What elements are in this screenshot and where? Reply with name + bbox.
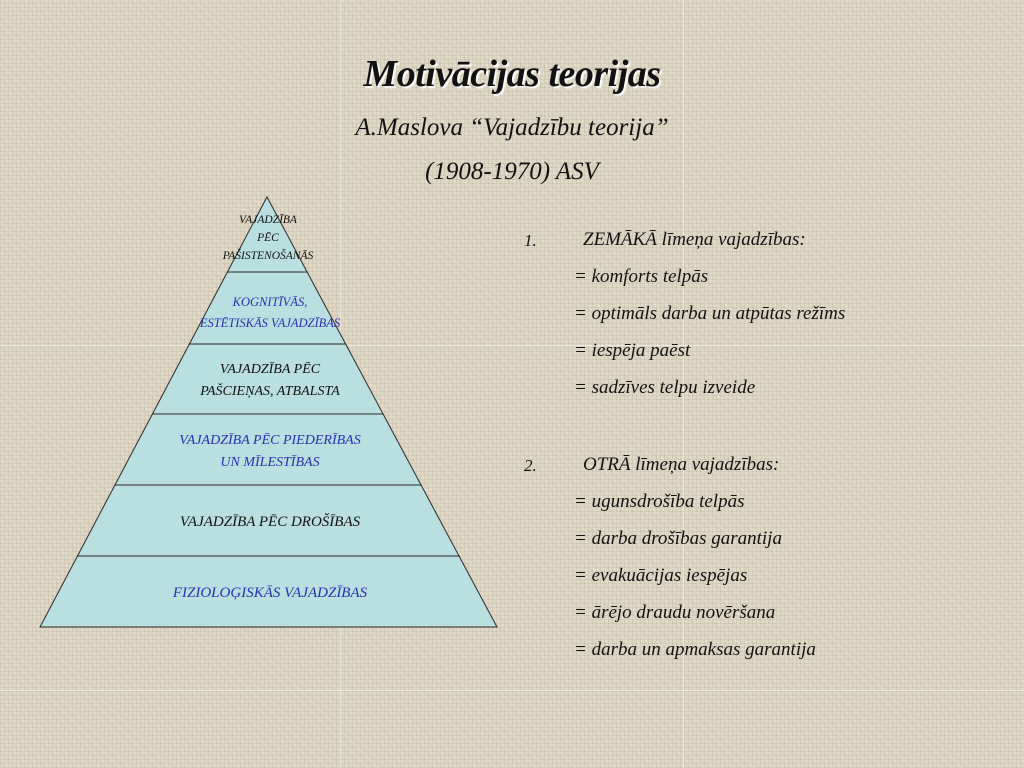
pyramid-label-line: VAJADZĪBA PĒC [219, 362, 321, 377]
pyramid-label-line: VAJADZĪBA [239, 214, 297, 226]
list-item: = komforts telpās [574, 266, 709, 287]
pyramid-label-line: PAŠCIEŅAS, ATBALSTA [200, 383, 340, 399]
list-item: = optimāls darba un atpūtas režīms [574, 303, 846, 324]
pyramid-label-line: KOGNITĪVĀS, [232, 295, 308, 309]
list-item: = ugunsdrošība telpās [574, 491, 745, 512]
pyramid-level-6-label [120, 583, 420, 605]
list-item: = ārējo draudu novēršana [574, 602, 776, 623]
list-item: = evakuācijas iespējas [574, 565, 748, 586]
slide-title: Motivācijas teorijas [363, 53, 661, 95]
list-heading: OTRĀ līmeņa vajadzības: [583, 454, 780, 475]
pyramid-level-5-label [140, 512, 400, 534]
list-item: = darba un apmaksas garantija [574, 639, 816, 660]
slide-years: (1908-1970) ASV [425, 158, 599, 185]
pyramid-level-2-label [195, 292, 345, 333]
pyramid-label-line: UN MĪLESTĪBAS [220, 454, 320, 470]
pyramid-label-line: VAJADZĪBA PĒC PIEDERĪBAS [179, 433, 361, 448]
list-number: 2. [524, 456, 537, 475]
list-item: = sadzīves telpu izveide [574, 377, 756, 398]
pyramid-label-line: PAŠISTENOŠANĀS [222, 249, 314, 262]
pyramid-level-3-label [185, 359, 355, 402]
list-item: = darba drošības garantija [574, 528, 782, 549]
pyramid-label-line: VAJADZĪBA PĒC DROŠĪBAS [179, 514, 361, 530]
list-number: 1. [524, 231, 537, 250]
list-heading: ZEMĀKĀ līmeņa vajadzības: [583, 229, 806, 250]
pyramid-label-line: FIZIOLOĢISKĀS VAJADZĪBAS [172, 585, 368, 601]
pyramid-level-4-label [160, 430, 380, 473]
pyramid-label-line: ESTĒTISKĀS VAJADZĪBAS [199, 315, 341, 330]
slide-subtitle: A.Maslova “Vajadzību teorija” [355, 114, 669, 141]
pyramid-level-1-label [218, 212, 318, 265]
pyramid-label-line: PĒC [257, 231, 279, 244]
list-item: = iespēja paēst [574, 340, 691, 361]
